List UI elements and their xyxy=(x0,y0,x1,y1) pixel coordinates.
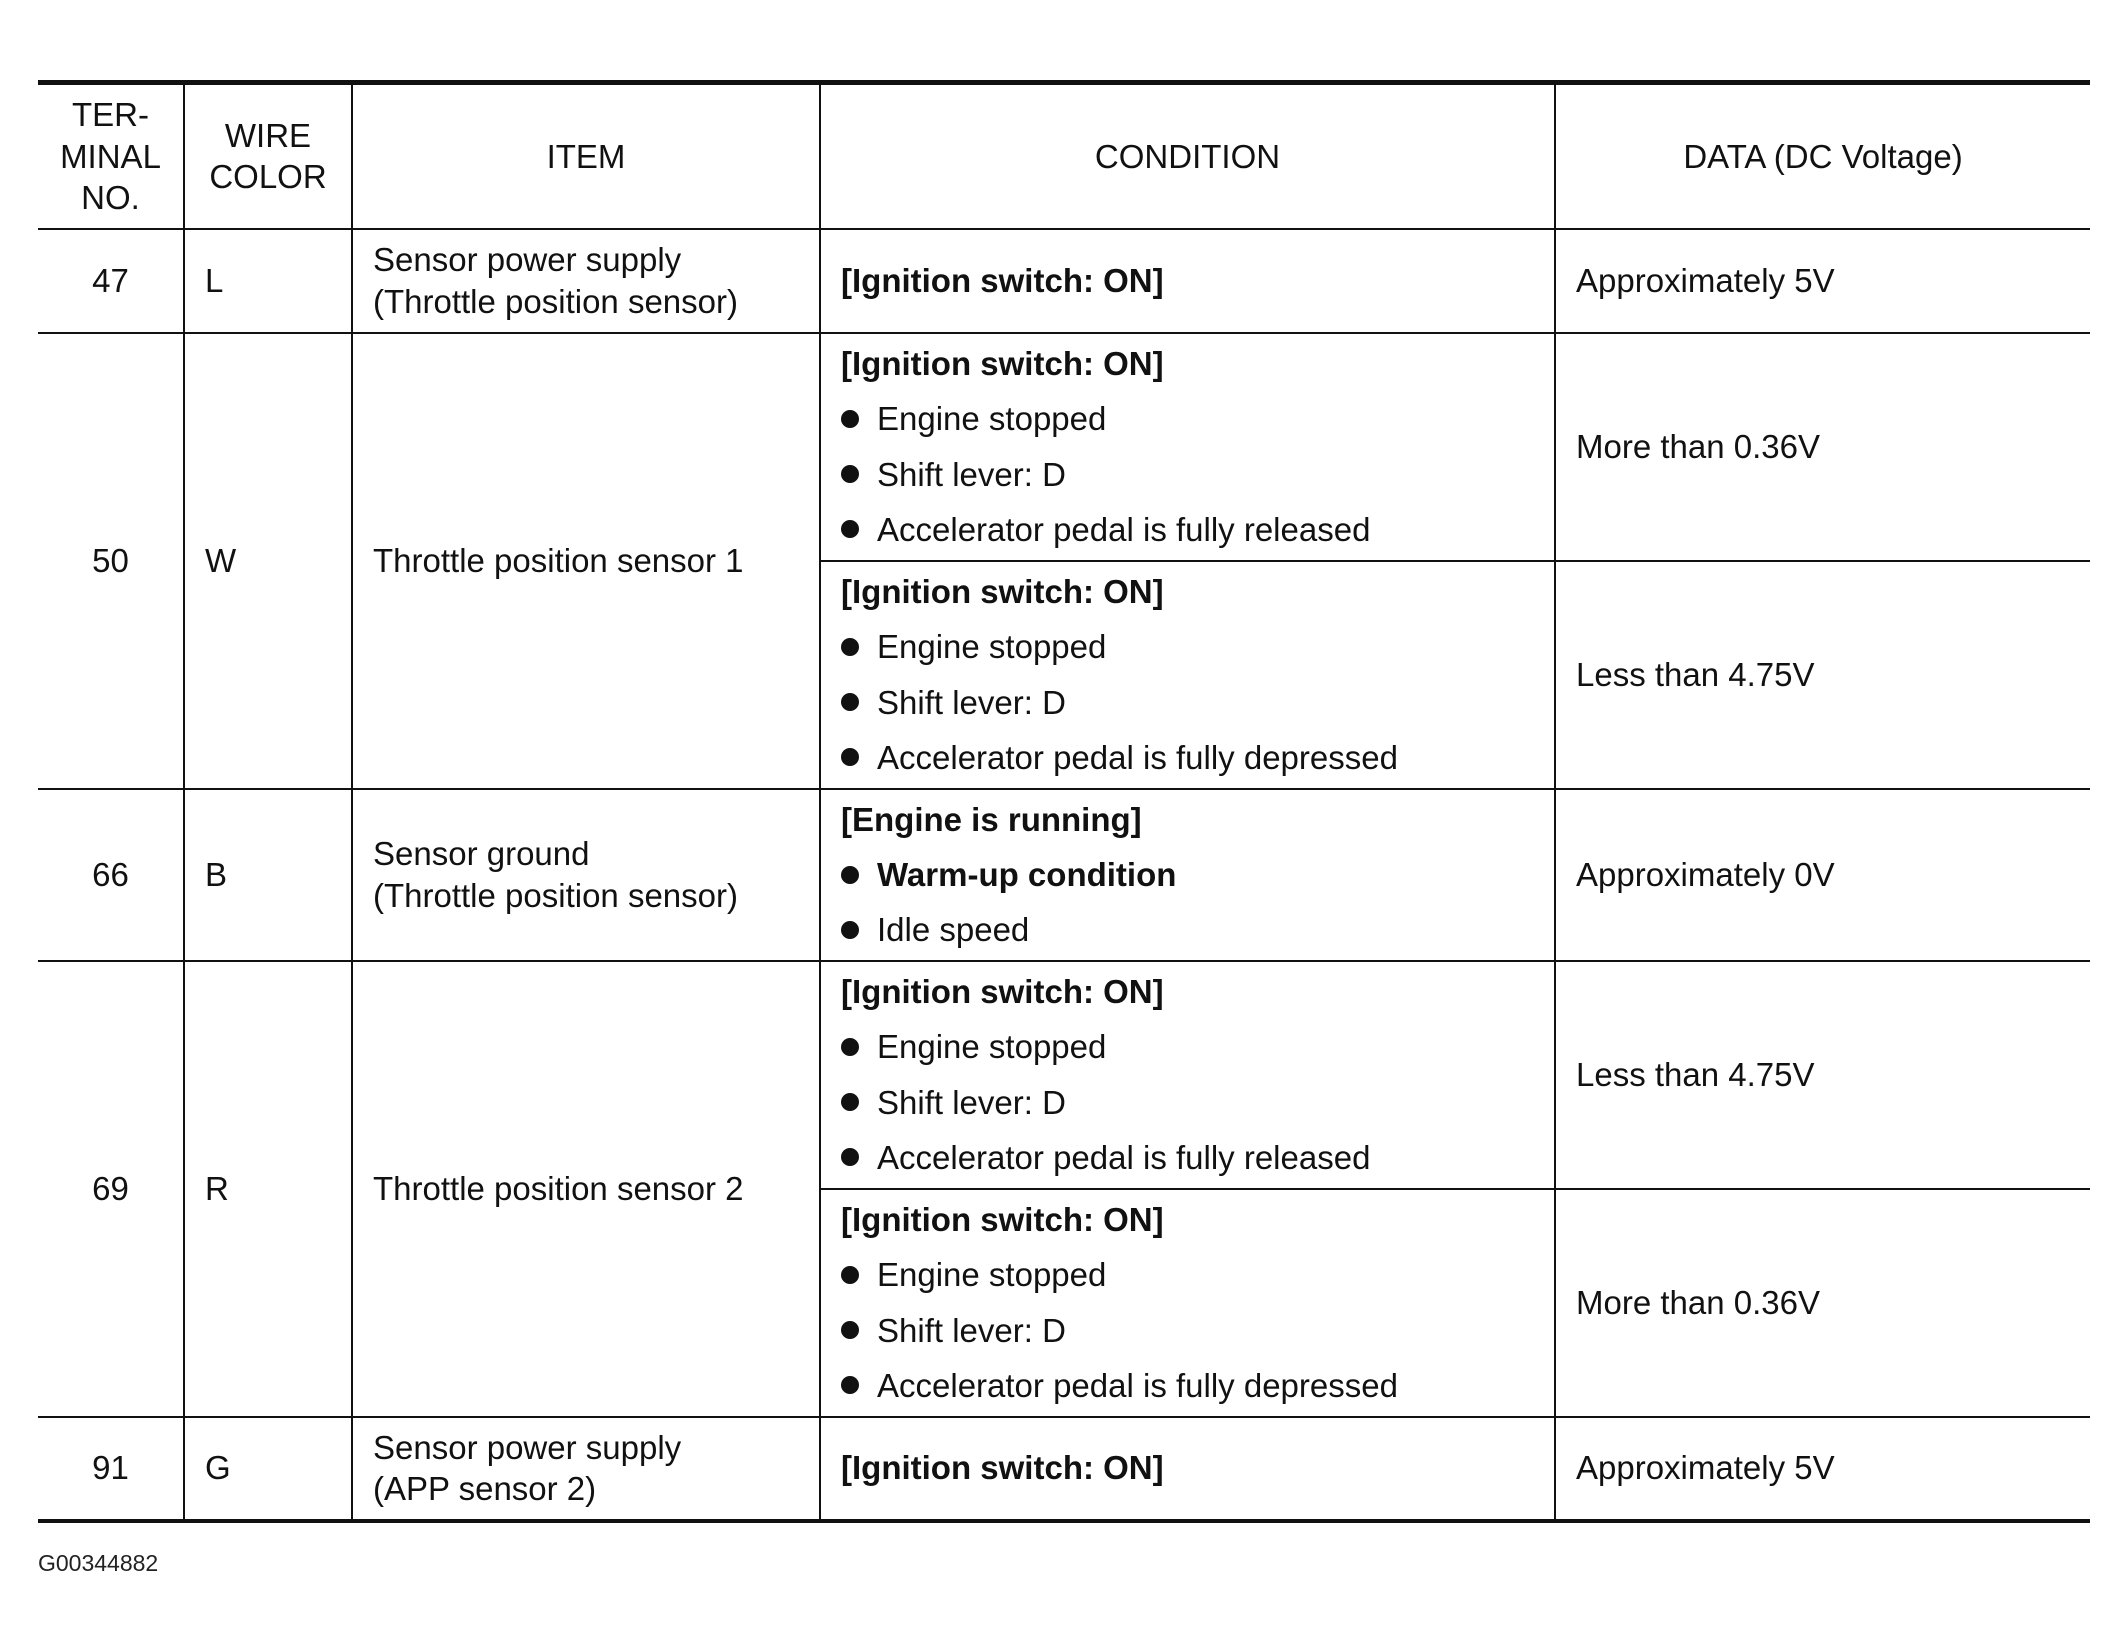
header-item: ITEM xyxy=(352,83,820,229)
header-condition: CONDITION xyxy=(820,83,1555,229)
condition-bullet-item xyxy=(841,509,1534,550)
bullet-icon xyxy=(841,410,859,428)
wire-color-cell: L xyxy=(184,229,352,333)
condition-heading: [Ignition switch: ON] xyxy=(841,573,1164,610)
bullet-icon xyxy=(841,921,859,939)
condition-heading: [Ignition switch: ON] xyxy=(841,973,1164,1010)
condition-bullet-item xyxy=(841,1082,1534,1123)
terminal-no-cell: 50 xyxy=(38,333,184,789)
condition-bullet-item xyxy=(841,454,1534,495)
condition-heading: [Ignition switch: ON] xyxy=(841,1201,1164,1238)
bullet-icon xyxy=(841,1148,859,1166)
condition-bullet-text: Shift lever: D xyxy=(877,683,1066,721)
table-row xyxy=(38,229,2090,333)
condition-cell xyxy=(820,1417,1555,1521)
terminal-no-cell: 91 xyxy=(38,1417,184,1521)
condition-bullet-text: Shift lever: D xyxy=(877,1083,1066,1121)
bullet-icon xyxy=(841,1093,859,1111)
condition-cell xyxy=(820,961,1555,1189)
condition-bullet-item xyxy=(841,909,1534,950)
condition-bullet-text: Accelerator pedal is fully released xyxy=(877,510,1371,548)
wire-color-cell: R xyxy=(184,961,352,1417)
condition-cell xyxy=(820,1189,1555,1417)
terminal-data-table xyxy=(38,80,2090,1523)
item-cell: Sensor ground (Throttle position sensor) xyxy=(352,789,820,961)
dc-voltage-cell: Less than 4.75V xyxy=(1555,561,2090,789)
condition-bullet-item xyxy=(841,1137,1534,1178)
bullet-icon xyxy=(841,693,859,711)
header-data-dc-voltage: DATA (DC Voltage) xyxy=(1555,83,2090,229)
dc-voltage-cell: More than 0.36V xyxy=(1555,1189,2090,1417)
condition-bullet-text: Shift lever: D xyxy=(877,1311,1066,1349)
bullet-icon xyxy=(841,1266,859,1284)
condition-bullet-item xyxy=(841,1254,1534,1295)
bullet-icon xyxy=(841,1321,859,1339)
table-header-row xyxy=(38,83,2090,229)
condition-cell xyxy=(820,789,1555,961)
condition-bullet-text: Accelerator pedal is fully released xyxy=(877,1138,1371,1176)
bullet-icon xyxy=(841,520,859,538)
item-cell: Sensor power supply (Throttle position sensor) xyxy=(352,229,820,333)
item-cell: Throttle position sensor 2 xyxy=(352,961,820,1417)
condition-bullet-item xyxy=(841,1310,1534,1351)
table-row xyxy=(38,961,2090,1189)
figure-id: G00344882 xyxy=(38,1550,159,1576)
condition-heading: [Ignition switch: ON] xyxy=(841,1449,1164,1487)
table-row xyxy=(38,1417,2090,1521)
table-body xyxy=(38,229,2090,1521)
table-row xyxy=(38,333,2090,561)
condition-bullet-text: Shift lever: D xyxy=(877,455,1066,493)
item-cell: Throttle position sensor 1 xyxy=(352,333,820,789)
dc-voltage-cell: Approximately 5V xyxy=(1555,1417,2090,1521)
condition-bullet-item xyxy=(841,1026,1534,1067)
bullet-icon xyxy=(841,866,859,884)
table-row xyxy=(38,789,2090,961)
bullet-icon xyxy=(841,638,859,656)
condition-bullet-item xyxy=(841,854,1534,895)
item-cell: Sensor power supply (APP sensor 2) xyxy=(352,1417,820,1521)
condition-heading: [Ignition switch: ON] xyxy=(841,345,1164,382)
condition-bullet-item xyxy=(841,626,1534,667)
bullet-icon xyxy=(841,465,859,483)
bullet-icon xyxy=(841,1038,859,1056)
terminal-no-cell: 66 xyxy=(38,789,184,961)
terminal-no-cell: 47 xyxy=(38,229,184,333)
condition-bullet-text: Engine stopped xyxy=(877,400,1107,438)
condition-cell xyxy=(820,561,1555,789)
condition-bullet-item xyxy=(841,1365,1534,1406)
condition-cell xyxy=(820,333,1555,561)
condition-heading: [Engine is running] xyxy=(841,800,1142,838)
condition-bullet-text: Accelerator pedal is fully depressed xyxy=(877,1366,1398,1404)
condition-bullet-text: Accelerator pedal is fully depressed xyxy=(877,738,1398,776)
bullet-icon xyxy=(841,748,859,766)
condition-bullet-text: Engine stopped xyxy=(877,1028,1107,1066)
condition-bullet-text: Idle speed xyxy=(877,911,1030,949)
terminal-no-cell: 69 xyxy=(38,961,184,1417)
dc-voltage-cell: Approximately 5V xyxy=(1555,229,2090,333)
wire-color-cell: B xyxy=(184,789,352,961)
condition-bullet-text: Warm-up condition xyxy=(877,855,1177,893)
bullet-icon xyxy=(841,1376,859,1394)
header-terminal-no: TER- MINAL NO. xyxy=(38,83,184,229)
condition-bullet-text: Engine stopped xyxy=(877,1256,1107,1294)
condition-bullet-item xyxy=(841,682,1534,723)
dc-voltage-cell: More than 0.36V xyxy=(1555,333,2090,561)
wire-color-cell: W xyxy=(184,333,352,789)
wire-color-cell: G xyxy=(184,1417,352,1521)
condition-heading: [Ignition switch: ON] xyxy=(841,261,1164,299)
condition-bullet-text: Engine stopped xyxy=(877,628,1107,666)
dc-voltage-cell: Approximately 0V xyxy=(1555,789,2090,961)
dc-voltage-cell: Less than 4.75V xyxy=(1555,961,2090,1189)
condition-bullet-item xyxy=(841,398,1534,439)
condition-cell xyxy=(820,229,1555,333)
condition-bullet-item xyxy=(841,737,1534,778)
header-wire-color: WIRE COLOR xyxy=(184,83,352,229)
